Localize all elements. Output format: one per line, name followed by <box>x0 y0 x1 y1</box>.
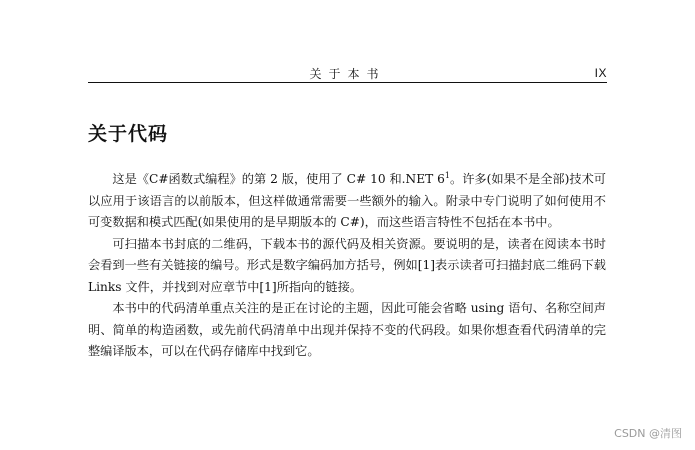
paragraph: 可扫描本书封底的二维码，下载本书的源代码及相关资源。要说明的是，读者在阅读本书时会看到一些有关链接的编号。形式是数字编码加方括号，例如[1]表示读者可扫描封底二维码下载 Links 文件，并找到对应章节中[1]所指向的链接。 <box>88 236 606 294</box>
footnote-marker: 1 <box>444 170 450 180</box>
header-title: 关于本书 <box>309 67 386 81</box>
watermark: CSDN @清图 <box>614 427 682 440</box>
paragraph: 本书中的代码清单重点关注的是正在讨论的主题，因此可能会省略 using 语句、名称空间声明、简单的构造函数，或先前代码清单中出现并保持不变的代码段。如果你想查看代码清单的完整编译版本，可以在代码存储库中找到它。 <box>88 301 606 358</box>
section-title: 关于代码 <box>88 123 169 145</box>
paragraph <box>88 169 606 234</box>
paragraph-text: 这是《C#函数式编程》的第 2 版，使用了 C# 10 和.NET 6 <box>112 172 445 186</box>
paragraph-text: 。许多(如果不是全部)技术可以应用于该语言的以前版本，但这样做通常需要一些额外的输入。附录中专门说明了如何使用不可变数据和模式匹配(如果使用的是早期版本的 C#)，而这些语言特性不包括在本书中。 <box>88 172 606 229</box>
body-text <box>88 169 606 363</box>
running-header <box>88 62 607 83</box>
page-number: IX <box>594 66 607 80</box>
